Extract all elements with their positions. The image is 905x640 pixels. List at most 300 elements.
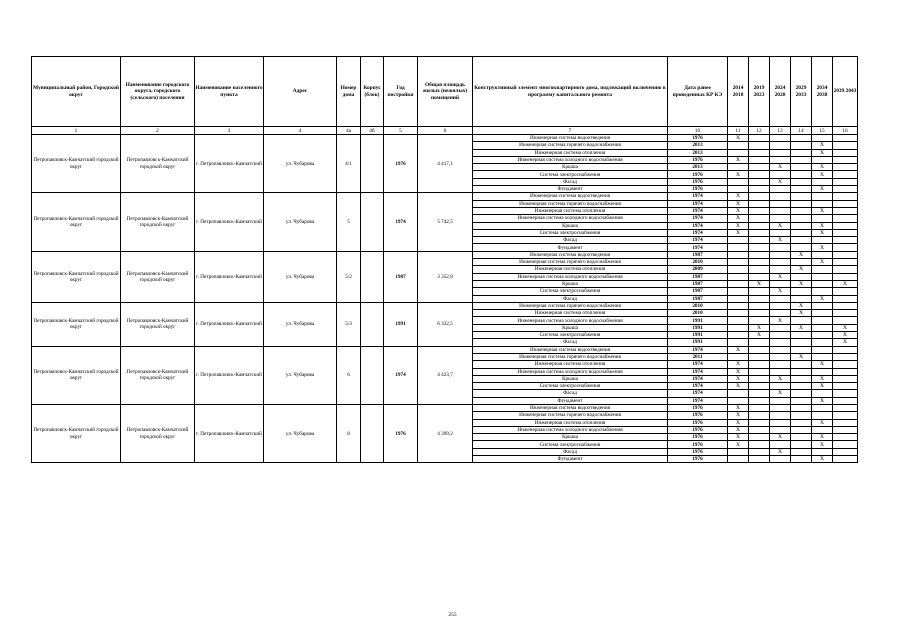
column-number-cell: 2 bbox=[121, 127, 195, 135]
address-cell: ул. Чубарова bbox=[264, 302, 337, 346]
period-mark-cell bbox=[770, 302, 791, 309]
element-name-cell: Крыша bbox=[473, 164, 668, 171]
header-cell: 2029 2033 bbox=[791, 57, 812, 127]
period-mark-cell bbox=[770, 229, 791, 236]
period-mark-cell: X bbox=[770, 448, 791, 455]
repair-date-cell: 2013 bbox=[668, 149, 728, 156]
repair-date-cell: 1974 bbox=[668, 368, 728, 375]
period-mark-cell bbox=[812, 332, 833, 339]
period-mark-cell bbox=[833, 244, 858, 251]
period-mark-cell bbox=[812, 280, 833, 287]
period-mark-cell bbox=[791, 441, 812, 448]
period-mark-cell bbox=[749, 266, 770, 273]
element-name-cell: Инженерная система водоотведения bbox=[473, 135, 668, 142]
repair-date-cell: 1976 bbox=[668, 135, 728, 142]
document-page bbox=[31, 56, 857, 463]
element-name-cell: Инженерная система горячего водоснабжения bbox=[473, 259, 668, 266]
element-name-cell: Крыша bbox=[473, 375, 668, 382]
repair-date-cell: 1987 bbox=[668, 273, 728, 280]
period-mark-cell bbox=[749, 339, 770, 346]
address-cell: ул. Чубарова bbox=[264, 251, 337, 302]
column-number-cell: 3 bbox=[195, 127, 264, 135]
period-mark-cell bbox=[749, 244, 770, 251]
period-mark-cell: X bbox=[812, 295, 833, 302]
repair-date-cell: 1974 bbox=[668, 215, 728, 222]
element-name-cell: Инженерная система отопления bbox=[473, 149, 668, 156]
period-mark-cell bbox=[770, 135, 791, 142]
column-number-row bbox=[32, 127, 858, 135]
table-body bbox=[32, 135, 858, 463]
period-mark-cell bbox=[770, 441, 791, 448]
address-cell: ул. Чубарова bbox=[264, 135, 337, 193]
period-mark-cell bbox=[728, 142, 749, 149]
repair-date-cell: 2010 bbox=[668, 310, 728, 317]
period-mark-cell bbox=[833, 164, 858, 171]
repair-date-cell: 1976 bbox=[668, 404, 728, 411]
period-mark-cell bbox=[812, 237, 833, 244]
period-mark-cell bbox=[770, 368, 791, 375]
period-mark-cell bbox=[749, 426, 770, 433]
period-mark-cell bbox=[770, 280, 791, 287]
period-mark-cell: X bbox=[833, 280, 858, 287]
period-mark-cell bbox=[833, 266, 858, 273]
repair-date-cell: 1976 bbox=[668, 171, 728, 178]
table-row bbox=[32, 135, 858, 142]
period-mark-cell bbox=[749, 404, 770, 411]
period-mark-cell bbox=[749, 273, 770, 280]
period-mark-cell bbox=[833, 434, 858, 441]
build-year-cell: 1987 bbox=[384, 251, 418, 302]
period-mark-cell bbox=[812, 317, 833, 324]
period-mark-cell bbox=[791, 142, 812, 149]
repair-date-cell: 1976 bbox=[668, 448, 728, 455]
repair-date-cell: 1991 bbox=[668, 324, 728, 331]
settlement-cell: Петропавловск-Камчатский городской округ bbox=[121, 302, 195, 346]
period-mark-cell bbox=[791, 135, 812, 142]
period-mark-cell bbox=[791, 200, 812, 207]
header-cell: Общая площадь жилых (нежилых) помещений bbox=[418, 57, 473, 127]
column-number-cell: 10 bbox=[668, 127, 728, 135]
build-year-cell: 1974 bbox=[384, 193, 418, 251]
element-name-cell: Фасад bbox=[473, 295, 668, 302]
period-mark-cell bbox=[770, 266, 791, 273]
period-mark-cell bbox=[770, 332, 791, 339]
period-mark-cell: X bbox=[791, 310, 812, 317]
period-mark-cell bbox=[833, 229, 858, 236]
area-cell: 5 742,5 bbox=[418, 193, 473, 251]
period-mark-cell bbox=[749, 193, 770, 200]
period-mark-cell: X bbox=[749, 280, 770, 287]
block-cell bbox=[361, 135, 384, 193]
period-mark-cell bbox=[749, 251, 770, 258]
period-mark-cell bbox=[728, 266, 749, 273]
period-mark-cell bbox=[770, 346, 791, 353]
period-mark-cell: X bbox=[728, 222, 749, 229]
header-cell: Наименование городского округа, городского (сельского) поселения bbox=[121, 57, 195, 127]
period-mark-cell bbox=[770, 207, 791, 214]
period-mark-cell: X bbox=[728, 171, 749, 178]
repair-date-cell: 1976 bbox=[668, 434, 728, 441]
period-mark-cell: X bbox=[791, 302, 812, 309]
header-cell: 2024 2028 bbox=[770, 57, 791, 127]
locality-cell: г. Петропавловск-Камчатский bbox=[195, 135, 264, 193]
block-cell bbox=[361, 404, 384, 462]
table-header bbox=[32, 57, 858, 135]
block-cell bbox=[361, 193, 384, 251]
element-name-cell: Система электроснабжения bbox=[473, 288, 668, 295]
period-mark-cell bbox=[833, 193, 858, 200]
period-mark-cell bbox=[791, 288, 812, 295]
period-mark-cell: X bbox=[770, 222, 791, 229]
period-mark-cell: X bbox=[728, 383, 749, 390]
repair-date-cell: 1974 bbox=[668, 383, 728, 390]
period-mark-cell bbox=[749, 229, 770, 236]
period-mark-cell bbox=[749, 412, 770, 419]
period-mark-cell bbox=[791, 259, 812, 266]
period-mark-cell bbox=[791, 361, 812, 368]
period-mark-cell bbox=[812, 156, 833, 163]
element-name-cell: Инженерная система горячего водоснабжения bbox=[473, 142, 668, 149]
period-mark-cell bbox=[791, 149, 812, 156]
column-number-cell: 1 bbox=[32, 127, 121, 135]
element-name-cell: Фундамент bbox=[473, 244, 668, 251]
build-year-cell: 1991 bbox=[384, 302, 418, 346]
area-cell: 4 417,1 bbox=[418, 135, 473, 193]
period-mark-cell bbox=[770, 383, 791, 390]
settlement-cell: Петропавловск-Камчатский городской округ bbox=[121, 193, 195, 251]
period-mark-cell bbox=[749, 353, 770, 360]
district-cell: Петропавловск-Камчатский городской округ bbox=[32, 193, 121, 251]
period-mark-cell bbox=[749, 259, 770, 266]
period-mark-cell bbox=[812, 135, 833, 142]
period-mark-cell bbox=[749, 456, 770, 463]
repair-date-cell: 1974 bbox=[668, 244, 728, 251]
repair-date-cell: 1987 bbox=[668, 295, 728, 302]
period-mark-cell bbox=[833, 215, 858, 222]
element-name-cell: Инженерная система отопления bbox=[473, 310, 668, 317]
repair-date-cell: 2010 bbox=[668, 302, 728, 309]
element-name-cell: Инженерная система холодного водоснабжения bbox=[473, 368, 668, 375]
period-mark-cell bbox=[749, 390, 770, 397]
period-mark-cell: X bbox=[812, 171, 833, 178]
period-mark-cell: X bbox=[728, 207, 749, 214]
period-mark-cell bbox=[749, 171, 770, 178]
house-number-cell: 6 bbox=[337, 346, 361, 404]
header-cell: Год постройки bbox=[384, 57, 418, 127]
element-name-cell: Инженерная система водоотведения bbox=[473, 404, 668, 411]
repair-date-cell: 1974 bbox=[668, 361, 728, 368]
period-mark-cell: X bbox=[770, 390, 791, 397]
column-number-cell: 4а bbox=[337, 127, 361, 135]
period-mark-cell: X bbox=[770, 178, 791, 185]
period-mark-cell bbox=[770, 200, 791, 207]
period-mark-cell bbox=[770, 215, 791, 222]
period-mark-cell bbox=[791, 412, 812, 419]
capital-repair-table bbox=[31, 56, 858, 463]
period-mark-cell bbox=[728, 397, 749, 404]
repair-date-cell: 1974 bbox=[668, 229, 728, 236]
column-number-cell: 6 bbox=[418, 127, 473, 135]
period-mark-cell: X bbox=[791, 251, 812, 258]
page-number: 255 bbox=[448, 612, 457, 618]
locality-cell: г. Петропавловск-Камчатский bbox=[195, 193, 264, 251]
period-mark-cell bbox=[791, 390, 812, 397]
period-mark-cell bbox=[770, 156, 791, 163]
repair-date-cell: 1974 bbox=[668, 390, 728, 397]
period-mark-cell: X bbox=[812, 441, 833, 448]
district-cell: Петропавловск-Камчатский городской округ bbox=[32, 251, 121, 302]
period-mark-cell bbox=[749, 178, 770, 185]
period-mark-cell bbox=[791, 273, 812, 280]
header-cell: Конструктивный элемент многоквартирного дома, подлежащий включению в программу капитального ремонта bbox=[473, 57, 668, 127]
table-row bbox=[32, 193, 858, 200]
period-mark-cell: X bbox=[749, 324, 770, 331]
period-mark-cell bbox=[728, 332, 749, 339]
repair-date-cell: 1976 bbox=[668, 412, 728, 419]
district-cell: Петропавловск-Камчатский городской округ bbox=[32, 404, 121, 462]
period-mark-cell: X bbox=[791, 280, 812, 287]
repair-date-cell: 2011 bbox=[668, 353, 728, 360]
period-mark-cell bbox=[770, 353, 791, 360]
period-mark-cell: X bbox=[812, 397, 833, 404]
period-mark-cell bbox=[749, 361, 770, 368]
period-mark-cell bbox=[833, 390, 858, 397]
element-name-cell: Фундамент bbox=[473, 456, 668, 463]
period-mark-cell bbox=[833, 353, 858, 360]
period-mark-cell bbox=[812, 193, 833, 200]
address-cell: ул. Чубарова bbox=[264, 193, 337, 251]
period-mark-cell bbox=[812, 215, 833, 222]
element-name-cell: Инженерная система горячего водоснабжения bbox=[473, 353, 668, 360]
column-number-cell: 14 bbox=[791, 127, 812, 135]
period-mark-cell: X bbox=[728, 404, 749, 411]
period-mark-cell bbox=[749, 375, 770, 382]
period-mark-cell bbox=[749, 237, 770, 244]
repair-date-cell: 1974 bbox=[668, 200, 728, 207]
period-mark-cell bbox=[770, 244, 791, 251]
period-mark-cell bbox=[728, 178, 749, 185]
period-mark-cell: X bbox=[812, 434, 833, 441]
header-cell: 2014 2018 bbox=[728, 57, 749, 127]
period-mark-cell bbox=[770, 456, 791, 463]
period-mark-cell bbox=[833, 207, 858, 214]
period-mark-cell bbox=[749, 215, 770, 222]
period-mark-cell bbox=[812, 390, 833, 397]
district-cell: Петропавловск-Камчатский городской округ bbox=[32, 346, 121, 404]
period-mark-cell bbox=[833, 142, 858, 149]
period-mark-cell bbox=[770, 149, 791, 156]
period-mark-cell bbox=[770, 251, 791, 258]
period-mark-cell bbox=[728, 456, 749, 463]
repair-date-cell: 2013 bbox=[668, 142, 728, 149]
period-mark-cell bbox=[728, 288, 749, 295]
period-mark-cell bbox=[812, 368, 833, 375]
period-mark-cell bbox=[749, 434, 770, 441]
period-mark-cell bbox=[728, 280, 749, 287]
table-row bbox=[32, 346, 858, 353]
period-mark-cell: X bbox=[833, 339, 858, 346]
repair-date-cell: 1991 bbox=[668, 339, 728, 346]
period-mark-cell bbox=[770, 412, 791, 419]
period-mark-cell bbox=[833, 171, 858, 178]
repair-date-cell: 1974 bbox=[668, 207, 728, 214]
period-mark-cell bbox=[791, 207, 812, 214]
period-mark-cell: X bbox=[812, 186, 833, 193]
element-name-cell: Система электроснабжения bbox=[473, 383, 668, 390]
repair-date-cell: 1974 bbox=[668, 237, 728, 244]
period-mark-cell bbox=[728, 310, 749, 317]
column-number-cell: 4б bbox=[361, 127, 384, 135]
period-mark-cell bbox=[770, 397, 791, 404]
period-mark-cell bbox=[749, 200, 770, 207]
period-mark-cell: X bbox=[833, 332, 858, 339]
period-mark-cell bbox=[791, 178, 812, 185]
period-mark-cell bbox=[791, 368, 812, 375]
house-number-cell: 4/1 bbox=[337, 135, 361, 193]
period-mark-cell: X bbox=[728, 156, 749, 163]
period-mark-cell bbox=[833, 346, 858, 353]
period-mark-cell bbox=[770, 259, 791, 266]
period-mark-cell bbox=[833, 361, 858, 368]
locality-cell: г. Петропавловск-Камчатский bbox=[195, 251, 264, 302]
period-mark-cell bbox=[833, 441, 858, 448]
period-mark-cell bbox=[791, 426, 812, 433]
repair-date-cell: 1987 bbox=[668, 280, 728, 287]
period-mark-cell bbox=[791, 215, 812, 222]
column-number-cell: 15 bbox=[812, 127, 833, 135]
period-mark-cell bbox=[812, 310, 833, 317]
repair-date-cell: 2013 bbox=[668, 164, 728, 171]
period-mark-cell bbox=[791, 346, 812, 353]
period-mark-cell bbox=[812, 404, 833, 411]
period-mark-cell bbox=[833, 404, 858, 411]
period-mark-cell bbox=[749, 317, 770, 324]
period-mark-cell: X bbox=[770, 273, 791, 280]
element-name-cell: Инженерная система отопления bbox=[473, 419, 668, 426]
period-mark-cell bbox=[833, 310, 858, 317]
period-mark-cell bbox=[812, 324, 833, 331]
header-cell: 2034 2038 bbox=[812, 57, 833, 127]
element-name-cell: Крыша bbox=[473, 434, 668, 441]
period-mark-cell bbox=[728, 164, 749, 171]
period-mark-cell bbox=[791, 419, 812, 426]
period-mark-cell: X bbox=[770, 375, 791, 382]
period-mark-cell bbox=[833, 273, 858, 280]
period-mark-cell: X bbox=[728, 375, 749, 382]
build-year-cell: 1976 bbox=[384, 404, 418, 462]
period-mark-cell: X bbox=[728, 346, 749, 353]
period-mark-cell bbox=[749, 222, 770, 229]
period-mark-cell: X bbox=[812, 222, 833, 229]
element-name-cell: Инженерная система горячего водоснабжения bbox=[473, 412, 668, 419]
period-mark-cell bbox=[791, 156, 812, 163]
period-mark-cell: X bbox=[812, 244, 833, 251]
period-mark-cell bbox=[770, 193, 791, 200]
period-mark-cell: X bbox=[812, 383, 833, 390]
period-mark-cell bbox=[728, 149, 749, 156]
column-number-cell: 4 bbox=[264, 127, 337, 135]
period-mark-cell bbox=[728, 295, 749, 302]
period-mark-cell: X bbox=[812, 456, 833, 463]
period-mark-cell bbox=[749, 441, 770, 448]
period-mark-cell bbox=[791, 434, 812, 441]
period-mark-cell bbox=[812, 200, 833, 207]
period-mark-cell: X bbox=[812, 259, 833, 266]
element-name-cell: Инженерная система отопления bbox=[473, 361, 668, 368]
address-cell: ул. Чубарова bbox=[264, 404, 337, 462]
period-mark-cell bbox=[770, 339, 791, 346]
repair-date-cell: 1976 bbox=[668, 419, 728, 426]
period-mark-cell bbox=[812, 266, 833, 273]
period-mark-cell: X bbox=[728, 361, 749, 368]
period-mark-cell: X bbox=[791, 266, 812, 273]
area-cell: 4 399,2 bbox=[418, 404, 473, 462]
period-mark-cell bbox=[833, 375, 858, 382]
element-name-cell: Система электроснабжения bbox=[473, 332, 668, 339]
district-cell: Петропавловск-Камчатский городской округ bbox=[32, 135, 121, 193]
period-mark-cell bbox=[791, 375, 812, 382]
period-mark-cell bbox=[749, 310, 770, 317]
element-name-cell: Фасад bbox=[473, 339, 668, 346]
period-mark-cell bbox=[833, 259, 858, 266]
period-mark-cell bbox=[833, 156, 858, 163]
element-name-cell: Крыша bbox=[473, 324, 668, 331]
header-cell: Корпус (блок) bbox=[361, 57, 384, 127]
period-mark-cell bbox=[749, 164, 770, 171]
period-mark-cell bbox=[770, 324, 791, 331]
element-name-cell: Инженерная система холодного водоснабжения bbox=[473, 215, 668, 222]
period-mark-cell bbox=[812, 302, 833, 309]
period-mark-cell bbox=[833, 186, 858, 193]
period-mark-cell bbox=[770, 295, 791, 302]
repair-date-cell: 1974 bbox=[668, 222, 728, 229]
house-number-cell: 5 bbox=[337, 193, 361, 251]
period-mark-cell bbox=[728, 302, 749, 309]
area-cell: 4 423,7 bbox=[418, 346, 473, 404]
table-row bbox=[32, 302, 858, 309]
period-mark-cell bbox=[749, 186, 770, 193]
column-number-cell: 11 bbox=[728, 127, 749, 135]
repair-date-cell: 2009 bbox=[668, 266, 728, 273]
element-name-cell: Фасад bbox=[473, 390, 668, 397]
period-mark-cell bbox=[749, 419, 770, 426]
period-mark-cell bbox=[812, 346, 833, 353]
period-mark-cell: X bbox=[728, 419, 749, 426]
area-cell: 3 352,8 bbox=[418, 251, 473, 302]
period-mark-cell bbox=[728, 251, 749, 258]
repair-date-cell: 1991 bbox=[668, 317, 728, 324]
settlement-cell: Петропавловск-Камчатский городской округ bbox=[121, 346, 195, 404]
column-number-cell: 16 bbox=[833, 127, 858, 135]
period-mark-cell bbox=[833, 448, 858, 455]
repair-date-cell: 1976 bbox=[668, 156, 728, 163]
period-mark-cell bbox=[833, 178, 858, 185]
period-mark-cell bbox=[749, 288, 770, 295]
house-number-cell: 5/3 bbox=[337, 302, 361, 346]
period-mark-cell: X bbox=[728, 368, 749, 375]
period-mark-cell bbox=[791, 164, 812, 171]
element-name-cell: Инженерная система отопления bbox=[473, 266, 668, 273]
period-mark-cell bbox=[833, 383, 858, 390]
settlement-cell: Петропавловск-Камчатский городской округ bbox=[121, 251, 195, 302]
period-mark-cell bbox=[749, 346, 770, 353]
element-name-cell: Система электроснабжения bbox=[473, 171, 668, 178]
period-mark-cell: X bbox=[728, 135, 749, 142]
period-mark-cell bbox=[749, 149, 770, 156]
period-mark-cell bbox=[833, 397, 858, 404]
period-mark-cell bbox=[770, 310, 791, 317]
repair-date-cell: 1987 bbox=[668, 288, 728, 295]
